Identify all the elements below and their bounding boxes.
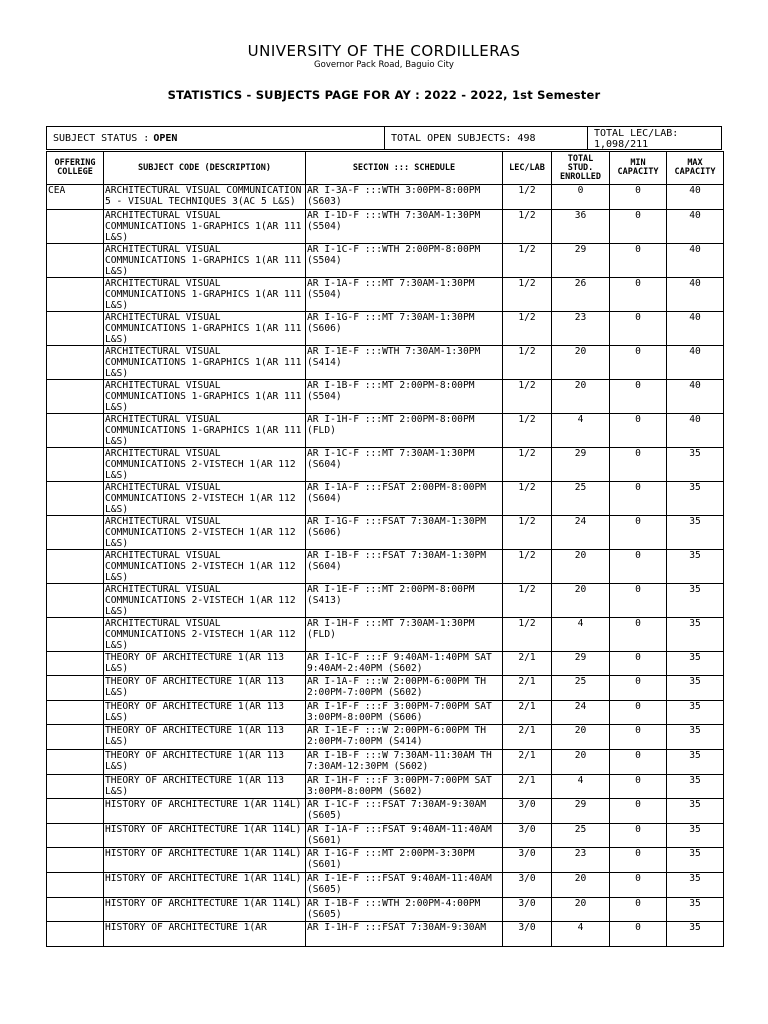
cell-max: 35 [667,549,724,583]
cell-leclab: 1/2 [503,583,552,617]
cell-leclab: 1/2 [503,277,552,311]
cell-leclab: 2/1 [503,725,552,750]
table-row [47,379,724,413]
cell-subject: ARCHITECTURAL VISUAL COMMUNICATIONS 2-VISTECH 1(AR 112 L&S) [104,617,306,651]
cell-enrolled: 0 [552,185,610,210]
cell-section: AR I-1E-F :::W 2:00PM-6:00PM TH 2:00PM-7:00PM (S414) [306,725,503,750]
table-row [47,799,724,824]
cell-min: 0 [610,617,667,651]
cell-min: 0 [610,311,667,345]
cell-enrolled: 29 [552,243,610,277]
cell-subject: ARCHITECTURAL VISUAL COMMUNICATIONS 1-GRAPHICS 1(AR 111 L&S) [104,243,306,277]
cell-section: AR I-1G-F :::MT 7:30AM-1:30PM (S606) [306,311,503,345]
cell-leclab: 1/2 [503,185,552,210]
report-title: STATISTICS - SUBJECTS PAGE FOR AY : 2022 - 2022, 1st Semester [167,88,601,102]
cell-min: 0 [610,897,667,922]
cell-subject: ARCHITECTURAL VISUAL COMMUNICATIONS 2-VISTECH 1(AR 112 L&S) [104,583,306,617]
table-row [47,922,724,947]
table-row [47,447,724,481]
cell-enrolled: 24 [552,700,610,725]
cell-subject: ARCHITECTURAL VISUAL COMMUNICATIONS 1-GRAPHICS 1(AR 111 L&S) [104,209,306,243]
cell-section: AR I-1H-F :::F 3:00PM-7:00PM SAT 3:00PM-8:00PM (S602) [306,774,503,799]
cell-leclab: 2/1 [503,749,552,774]
col-header-max: MAX CAPACITY [667,152,724,185]
cell-subject: HISTORY OF ARCHITECTURE 1(AR 114L) [104,799,306,824]
cell-subject: THEORY OF ARCHITECTURE 1(AR 113 L&S) [104,749,306,774]
cell-min: 0 [610,583,667,617]
cell-max: 35 [667,617,724,651]
cell-college [47,617,104,651]
cell-leclab: 1/2 [503,243,552,277]
cell-max: 40 [667,209,724,243]
cell-subject: ARCHITECTURAL VISUAL COMMUNICATIONS 1-GRAPHICS 1(AR 111 L&S) [104,345,306,379]
cell-max: 35 [667,774,724,799]
cell-enrolled: 29 [552,447,610,481]
cell-college [47,922,104,947]
cell-max: 35 [667,922,724,947]
cell-min: 0 [610,774,667,799]
cell-max: 35 [667,823,724,848]
cell-college [47,897,104,922]
cell-enrolled: 25 [552,481,610,515]
cell-subject: HISTORY OF ARCHITECTURE 1(AR 114L) [104,897,306,922]
cell-subject: THEORY OF ARCHITECTURE 1(AR 113 L&S) [104,725,306,750]
cell-min: 0 [610,243,667,277]
cell-section: AR I-3A-F :::WTH 3:00PM-8:00PM (S603) [306,185,503,210]
cell-section: AR I-1D-F :::WTH 7:30AM-1:30PM (S504) [306,209,503,243]
cell-leclab: 3/0 [503,922,552,947]
col-header-min: MIN CAPACITY [610,152,667,185]
cell-max: 35 [667,676,724,701]
cell-subject: ARCHITECTURAL VISUAL COMMUNICATIONS 2-VISTECH 1(AR 112 L&S) [104,447,306,481]
table-row [47,725,724,750]
cell-min: 0 [610,799,667,824]
cell-enrolled: 29 [552,651,610,676]
cell-college [47,549,104,583]
cell-min: 0 [610,277,667,311]
cell-section: AR I-1B-F :::W 7:30AM-11:30AM TH 7:30AM-12:30PM (S602) [306,749,503,774]
cell-college [47,823,104,848]
cell-min: 0 [610,848,667,873]
cell-enrolled: 20 [552,379,610,413]
cell-enrolled: 23 [552,311,610,345]
cell-subject: ARCHITECTURAL VISUAL COMMUNICATION 5 - VISUAL TECHNIQUES 3(AC 5 L&S) [104,185,306,210]
cell-leclab: 1/2 [503,209,552,243]
cell-max: 35 [667,848,724,873]
cell-max: 40 [667,413,724,447]
table-row [47,185,724,210]
cell-max: 40 [667,379,724,413]
university-address: Governor Pack Road, Baguio City [314,60,454,70]
cell-subject: THEORY OF ARCHITECTURE 1(AR 113 L&S) [104,651,306,676]
cell-leclab: 2/1 [503,676,552,701]
cell-leclab: 1/2 [503,515,552,549]
cell-min: 0 [610,379,667,413]
cell-max: 35 [667,799,724,824]
cell-max: 40 [667,311,724,345]
cell-college [47,676,104,701]
cell-enrolled: 26 [552,277,610,311]
cell-section: AR I-1E-F :::MT 2:00PM-8:00PM (S413) [306,583,503,617]
cell-college [47,209,104,243]
cell-max: 35 [667,651,724,676]
cell-section: AR I-1E-F :::WTH 7:30AM-1:30PM (S414) [306,345,503,379]
cell-section: AR I-1F-F :::F 3:00PM-7:00PM SAT 3:00PM-8:00PM (S606) [306,700,503,725]
cell-min: 0 [610,209,667,243]
cell-max: 35 [667,447,724,481]
cell-max: 35 [667,515,724,549]
table-row [47,515,724,549]
cell-college [47,749,104,774]
table-row [47,583,724,617]
table-row [47,700,724,725]
subjects-table [46,151,724,947]
cell-enrolled: 29 [552,799,610,824]
cell-enrolled: 4 [552,922,610,947]
col-header-leclab: LEC/LAB [503,152,552,185]
table-row [47,277,724,311]
col-header-section: SECTION ::: SCHEDULE [306,152,503,185]
cell-college [47,447,104,481]
cell-section: AR I-1H-F :::FSAT 7:30AM-9:30AM [306,922,503,947]
table-row [47,823,724,848]
cell-leclab: 1/2 [503,481,552,515]
cell-subject: ARCHITECTURAL VISUAL COMMUNICATIONS 1-GRAPHICS 1(AR 111 L&S) [104,311,306,345]
total-lec-lab [588,127,721,149]
cell-enrolled: 4 [552,774,610,799]
cell-section: AR I-1A-F :::W 2:00PM-6:00PM TH 2:00PM-7:00PM (S602) [306,676,503,701]
cell-min: 0 [610,345,667,379]
cell-leclab: 1/2 [503,345,552,379]
cell-college [47,651,104,676]
table-row [47,676,724,701]
cell-section: AR I-1G-F :::MT 2:00PM-3:30PM (S601) [306,848,503,873]
cell-section: AR I-1C-F :::FSAT 7:30AM-9:30AM (S605) [306,799,503,824]
total-lec-lab-label: TOTAL LEC/LAB: [594,128,679,139]
cell-enrolled: 25 [552,676,610,701]
cell-leclab: 3/0 [503,897,552,922]
cell-section: AR I-1C-F :::MT 7:30AM-1:30PM (S604) [306,447,503,481]
table-row [47,209,724,243]
cell-enrolled: 24 [552,515,610,549]
cell-leclab: 3/0 [503,799,552,824]
cell-college [47,872,104,897]
cell-college [47,345,104,379]
cell-enrolled: 36 [552,209,610,243]
cell-leclab: 1/2 [503,379,552,413]
cell-max: 35 [667,725,724,750]
cell-subject: HISTORY OF ARCHITECTURE 1(AR 114L) [104,848,306,873]
cell-section: AR I-1E-F :::FSAT 9:40AM-11:40AM (S605) [306,872,503,897]
cell-subject: ARCHITECTURAL VISUAL COMMUNICATIONS 1-GRAPHICS 1(AR 111 L&S) [104,413,306,447]
cell-leclab: 1/2 [503,447,552,481]
cell-section: AR I-1B-F :::FSAT 7:30AM-1:30PM (S604) [306,549,503,583]
cell-leclab: 1/2 [503,549,552,583]
cell-subject: ARCHITECTURAL VISUAL COMMUNICATIONS 2-VISTECH 1(AR 112 L&S) [104,481,306,515]
cell-college [47,700,104,725]
subject-status-label: SUBJECT STATUS : [53,132,150,144]
table-row [47,617,724,651]
cell-max: 35 [667,700,724,725]
cell-subject: HISTORY OF ARCHITECTURE 1(AR [104,922,306,947]
cell-max: 35 [667,872,724,897]
cell-leclab: 1/2 [503,617,552,651]
cell-subject: THEORY OF ARCHITECTURE 1(AR 113 L&S) [104,676,306,701]
cell-subject: ARCHITECTURAL VISUAL COMMUNICATIONS 2-VISTECH 1(AR 112 L&S) [104,515,306,549]
cell-section: AR I-1A-F :::FSAT 2:00PM-8:00PM (S604) [306,481,503,515]
cell-enrolled: 25 [552,823,610,848]
subject-status [47,127,385,149]
cell-section: AR I-1A-F :::FSAT 9:40AM-11:40AM (S601) [306,823,503,848]
cell-leclab: 1/2 [503,311,552,345]
cell-max: 40 [667,185,724,210]
cell-section: AR I-1H-F :::MT 7:30AM-1:30PM (FLD) [306,617,503,651]
cell-subject: ARCHITECTURAL VISUAL COMMUNICATIONS 1-GRAPHICS 1(AR 111 L&S) [104,277,306,311]
cell-section: AR I-1B-F :::WTH 2:00PM-4:00PM (S605) [306,897,503,922]
table-row [47,897,724,922]
cell-min: 0 [610,922,667,947]
table-row [47,549,724,583]
cell-max: 35 [667,481,724,515]
cell-college [47,583,104,617]
cell-min: 0 [610,549,667,583]
cell-max: 35 [667,583,724,617]
cell-max: 35 [667,897,724,922]
col-header-subject: SUBJECT CODE (DESCRIPTION) [104,152,306,185]
cell-min: 0 [610,481,667,515]
cell-min: 0 [610,651,667,676]
cell-leclab: 1/2 [503,413,552,447]
cell-max: 40 [667,345,724,379]
cell-subject: ARCHITECTURAL VISUAL COMMUNICATIONS 1-GRAPHICS 1(AR 111 L&S) [104,379,306,413]
cell-min: 0 [610,676,667,701]
cell-enrolled: 20 [552,725,610,750]
table-row [47,413,724,447]
cell-section: AR I-1G-F :::FSAT 7:30AM-1:30PM (S606) [306,515,503,549]
table-row [47,848,724,873]
cell-min: 0 [610,700,667,725]
cell-section: AR I-1B-F :::MT 2:00PM-8:00PM (S504) [306,379,503,413]
cell-section: AR I-1A-F :::MT 7:30AM-1:30PM (S504) [306,277,503,311]
cell-min: 0 [610,725,667,750]
cell-section: AR I-1C-F :::WTH 2:00PM-8:00PM (S504) [306,243,503,277]
cell-min: 0 [610,749,667,774]
cell-leclab: 3/0 [503,823,552,848]
cell-min: 0 [610,515,667,549]
cell-subject: THEORY OF ARCHITECTURE 1(AR 113 L&S) [104,700,306,725]
table-row [47,481,724,515]
cell-college [47,799,104,824]
cell-min: 0 [610,413,667,447]
cell-enrolled: 20 [552,749,610,774]
cell-leclab: 3/0 [503,872,552,897]
table-row [47,651,724,676]
cell-enrolled: 23 [552,848,610,873]
col-header-college: OFFERING COLLEGE [47,152,104,185]
summary-bar [46,126,722,150]
cell-min: 0 [610,185,667,210]
table-row [47,345,724,379]
cell-college: CEA [47,185,104,210]
table-row [47,243,724,277]
cell-college [47,774,104,799]
cell-enrolled: 4 [552,617,610,651]
cell-college [47,848,104,873]
cell-enrolled: 20 [552,345,610,379]
cell-min: 0 [610,872,667,897]
cell-college [47,515,104,549]
cell-max: 40 [667,277,724,311]
cell-subject: THEORY OF ARCHITECTURE 1(AR 113 L&S) [104,774,306,799]
cell-section: AR I-1C-F :::F 9:40AM-1:40PM SAT 9:40AM-2:40PM (S602) [306,651,503,676]
cell-college [47,481,104,515]
cell-subject: HISTORY OF ARCHITECTURE 1(AR 114L) [104,823,306,848]
cell-enrolled: 4 [552,413,610,447]
cell-subject: ARCHITECTURAL VISUAL COMMUNICATIONS 2-VISTECH 1(AR 112 L&S) [104,549,306,583]
cell-leclab: 3/0 [503,848,552,873]
university-name: UNIVERSITY OF THE CORDILLERAS [247,42,521,60]
cell-section: AR I-1H-F :::MT 2:00PM-8:00PM (FLD) [306,413,503,447]
cell-enrolled: 20 [552,872,610,897]
table-row [47,311,724,345]
cell-college [47,413,104,447]
cell-enrolled: 20 [552,549,610,583]
cell-college [47,311,104,345]
cell-enrolled: 20 [552,583,610,617]
table-row [47,872,724,897]
total-open-subjects: TOTAL OPEN SUBJECTS: 498 [385,127,588,149]
cell-subject: HISTORY OF ARCHITECTURE 1(AR 114L) [104,872,306,897]
cell-leclab: 2/1 [503,700,552,725]
cell-leclab: 2/1 [503,651,552,676]
cell-max: 35 [667,749,724,774]
cell-college [47,725,104,750]
cell-min: 0 [610,447,667,481]
cell-college [47,379,104,413]
cell-college [47,277,104,311]
table-header-row [47,152,724,185]
table-row [47,774,724,799]
cell-leclab: 2/1 [503,774,552,799]
col-header-enrolled: TOTAL STUD. ENROLLED [552,152,610,185]
cell-enrolled: 20 [552,897,610,922]
subject-status-value: OPEN [153,132,178,144]
table-row [47,749,724,774]
cell-max: 40 [667,243,724,277]
total-lec-lab-value: 1,098/211 [594,139,649,150]
cell-min: 0 [610,823,667,848]
cell-college [47,243,104,277]
